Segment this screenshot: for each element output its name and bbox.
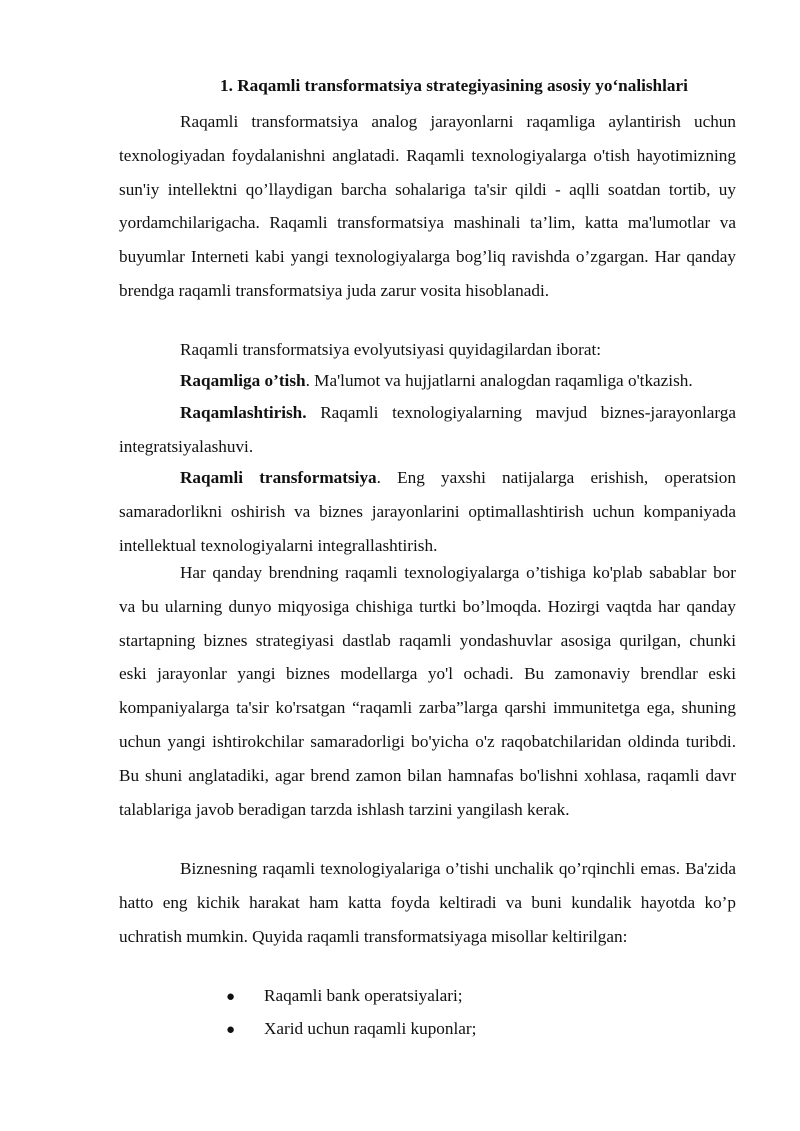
section-heading: 1. Raqamli transformatsiya strategiyasining asosiy yo‘nalishlari bbox=[220, 76, 688, 95]
term-transformation: Raqamli transformatsiya bbox=[180, 468, 377, 487]
paragraph-digitalization bbox=[119, 396, 736, 464]
paragraph-intro: Raqamli transformatsiya analog jarayonlarni raqamliga aylantirish uchun texnologiyadan foydalanishni anglatadi. Raqamli texnologiyalarga o'tish hayotimizning sun'iy intellektni qo’llaydigan barcha sohalariga ta'sir qildi - aqlli soatdan tortib, uy yordamchilarigacha. Raqamli transformatsiya mashinali ta’lim, katta ma'lumotlar va buyumlar Interneti kabi yangi texnologiyalarga bog’liq ravishda o’zgargan. Har qanday brendga raqamli transformatsiya juda zarur vosita hisoblanadi. bbox=[119, 112, 736, 300]
list-item bbox=[226, 982, 746, 1011]
text-transformation: . Eng yaxshi natijalarga erishish, operatsion samaradorlikni oshirish va biznes jarayonlarini optimallashtirish uchun kompaniyada intellektual texnologiyalarni integrallashtirish. bbox=[119, 468, 736, 555]
paragraph-examples-intro: Biznesning raqamli texnologiyalariga o’tishi unchalik qo’rqinchli emas. Ba'zida hatto eng kichik harakat ham katta foyda keltiradi va buni kundalik hayotda ko’p uchratish mumkin. Quyida raqamli transformatsiyaga misollar keltirilgan: bbox=[119, 859, 736, 946]
list-item-text: Xarid uchun raqamli kuponlar; bbox=[264, 1019, 477, 1038]
list-item bbox=[226, 1015, 746, 1044]
paragraph-digitization bbox=[119, 364, 736, 398]
paragraph-evolution-intro: Raqamli transformatsiya evolyutsiyasi quyidagilardan iborat: bbox=[180, 340, 601, 359]
term-digitalization: Raqamlashtirish. bbox=[180, 403, 307, 422]
list-item-text: Raqamli bank operatsiyalari; bbox=[264, 986, 463, 1005]
term-digitization: Raqamliga o’tish bbox=[180, 371, 306, 390]
paragraph-reasons: Har qanday brendning raqamli texnologiyalarga o’tishiga ko'plab sabablar bor va bu ularning dunyo miqyosiga chishiga turtki bo’lmoqda. Hozirgi vaqtda har qanday startapning biznes strategiyasi dastlab raqamli yondashuvlar asosiga qurilgan, chunki eski jarayonlar yangi biznes modellarga yo'l ochadi. Bu zamonaviy brendlar eski kompaniyalarga ta'sir ko'rsatgan “raqamli zarba”larga qarshi immunitetga ega, shuning uchun yangi ishtirokchilar samaradorligi bo'yicha o'z raqobatchilaridan oldinda turibdi. Bu shuni anglatadiki, agar brend zamon bilan hamnafas bo'lishni xohlasa, raqamli davr talablariga javob beradigan tarzda ishlash tarzini yangilash kerak. bbox=[119, 563, 736, 819]
bullet-icon: ● bbox=[226, 989, 236, 1005]
text-digitization: . Ma'lumot va hujjatlarni analogdan raqamliga o'tkazish. bbox=[305, 371, 693, 390]
bullet-icon: ● bbox=[226, 1022, 236, 1038]
text-digitalization: Raqamli texnologiyalarning mavjud biznes-jarayonlarga integratsiyalashuvi. bbox=[119, 403, 736, 456]
paragraph-transformation bbox=[119, 461, 736, 562]
